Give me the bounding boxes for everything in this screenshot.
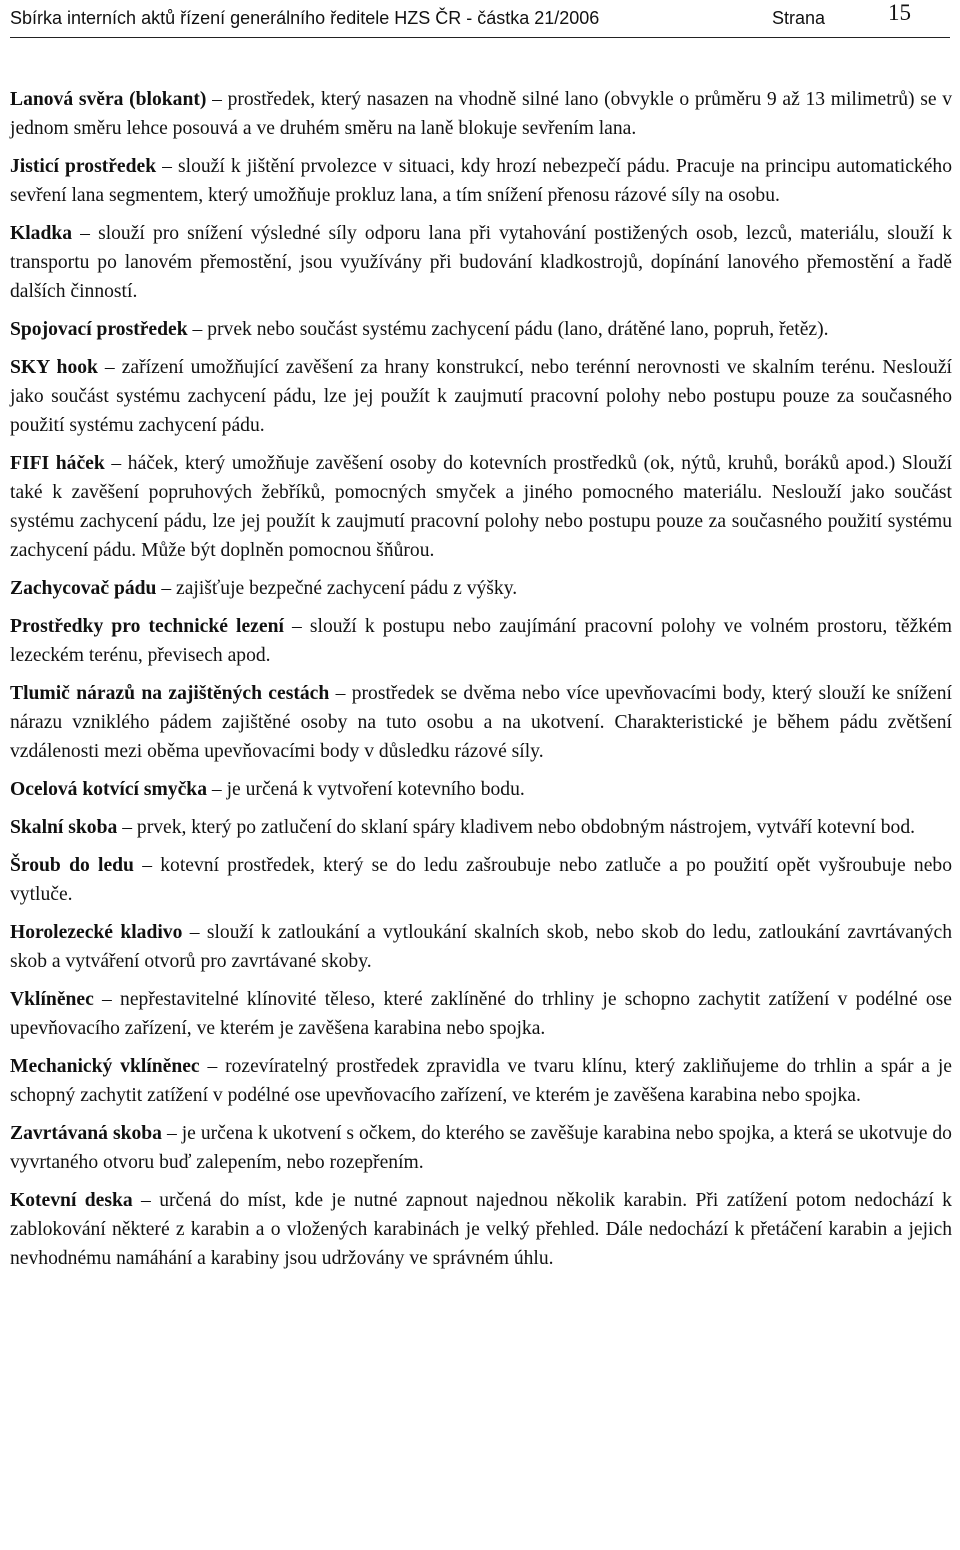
glossary-entry <box>10 353 952 440</box>
entry-term: Prostředky pro technické lezení <box>10 616 284 637</box>
header-page-label: Strana <box>772 8 826 28</box>
entry-definition: – určená do míst, kde je nutné zapnout najednou několik karabin. Při zatížení potom nedochází k zablokování některé z karabin a o vložených karabinách je velký přehled. Dále nedochází k přetáčení karabin a jejich nevhodnému namáhání a karabiny jsou udržovány ve správném úhlu. <box>10 1190 952 1269</box>
entry-term: Kotevní deska <box>10 1190 133 1211</box>
entry-term: Kladka <box>10 223 73 244</box>
glossary-entry <box>10 85 952 143</box>
entry-term: Horolezecké kladivo <box>10 922 183 943</box>
glossary-entry <box>10 152 952 210</box>
glossary-entry <box>10 574 952 603</box>
entry-definition: – slouží k jištění prvolezce v situaci, kdy hrozí nebezpečí pádu. Pracuje na principu automatického sevření lana segmentem, který umožňuje prokluz lana, a tím snížení přenosu rázové síly na osobu. <box>10 156 953 206</box>
glossary-entry <box>10 813 952 842</box>
entry-term: Šroub do ledu <box>10 855 134 876</box>
entry-definition: – slouží pro snížení výsledné síly odporu lana při vytahování postižených osob, lezců, materiálu, slouží k transportu po lanovém přemostění, jsou využívány při budování kladkostrojů, dopínání lanového přemostění a řadě dalších činností. <box>10 223 952 302</box>
entry-definition: – slouží k zatloukání a vytloukání skalních skob, nebo skob do ledu, zatloukání zavrtávaných skob a vytváření otvorů pro zavrtávané skoby. <box>10 922 952 972</box>
entry-term: Mechanický vklíněnec <box>10 1056 200 1077</box>
glossary-entry <box>10 1186 952 1273</box>
entry-definition: – prostředek, který nasazen na vhodně silné lano (obvykle o průměru 9 až 13 milimetrů) se v jednom směru lehce posouvá a ve druhém směru na laně blokuje sevřením lana. <box>10 89 952 139</box>
entry-term: Jisticí prostředek <box>10 156 157 177</box>
glossary-entry <box>10 679 952 766</box>
entry-term: Spojovací prostředek <box>10 319 188 340</box>
entry-definition: – háček, který umožňuje zavěšení osoby do kotevních prostředků (ok, nýtů, kruhů, boráků apod.) Slouží také k zavěšení popruhových žebříků, pomocných smyček a jiného pomocného materiálu. Neslouží jako součást systému zachycení pádu, lze jej použít k zaujmutí pracovní polohy nebo postupu pouze za současného použití systému zachycení pádu. Může být doplněn pomocnou šňůrou. <box>10 453 952 561</box>
entry-definition: – zařízení umožňující zavěšení za hrany konstrukcí, nebo terénní nerovnosti ve skalním terénu. Neslouží jako součást systému zachycení pádu, lze jej použít k zaujmutí pracovní polohy nebo postupu pouze za současného použití systému zachycení pádu. <box>10 357 952 436</box>
glossary-entry <box>10 449 952 565</box>
glossary-entry <box>10 775 952 804</box>
glossary-entry <box>10 985 952 1043</box>
glossary-content <box>10 85 952 1282</box>
page-header <box>10 0 950 40</box>
entry-definition: – je určena k ukotvení s očkem, do kterého se zavěšuje karabina nebo spojka, a která se ukotvuje do vyvrtaného otvoru buď zalepením, nebo rozepřením. <box>10 1123 952 1173</box>
glossary-entry <box>10 918 952 976</box>
entry-term: Skalní skoba <box>10 817 118 838</box>
entry-definition: – prvek, který po zatlučení do sklaní spáry kladivem nebo obdobným nástrojem, vytváří kotevní bod. <box>117 817 916 838</box>
entry-term: SKY hook <box>10 357 98 378</box>
header-divider <box>10 37 950 38</box>
page-number: 15 <box>888 0 911 25</box>
glossary-entry <box>10 612 952 670</box>
entry-term: Vklíněnec <box>10 989 94 1010</box>
entry-definition: – je určená k vytvoření kotevního bodu. <box>207 779 525 800</box>
entry-term: Lanová svěra (blokant) <box>10 89 207 110</box>
entry-definition: – nepřestavitelné klínovité těleso, které zaklíněné do trhliny je schopno zachytit zatížení v podélné ose upevňovacího zařízení, ve kterém je zavěšena karabina nebo spojka. <box>10 989 952 1039</box>
entry-term: Tlumič nárazů na zajištěných cestách <box>10 683 330 704</box>
entry-definition: – rozevíratelný prostředek zpravidla ve tvaru klínu, který zakliňujeme do trhlin a spár a je schopný zachytit zatížení v podélné ose upevňovacího zařízení, ve kterém je zavěšena karabina nebo spojka. <box>10 1056 952 1106</box>
header-title: Sbírka interních aktů řízení generálního ředitele HZS ČR - částka 21/2006 <box>10 8 600 28</box>
glossary-entry <box>10 219 952 306</box>
entry-term: Ocelová kotvící smyčka <box>10 779 207 800</box>
entry-definition: – prvek nebo součást systému zachycení pádu (lano, drátěné lano, popruh, řetěz). <box>187 319 829 340</box>
glossary-entry <box>10 1119 952 1177</box>
entry-term: FIFI háček <box>10 453 105 474</box>
glossary-entry <box>10 315 952 344</box>
glossary-entry <box>10 1052 952 1110</box>
entry-definition: – zajišťuje bezpečné zachycení pádu z výšky. <box>156 578 518 599</box>
entry-term: Zachycovač pádu <box>10 578 157 599</box>
entry-definition: – slouží k postupu nebo zaujímání pracovní polohy ve volném prostoru, těžkém lezeckém terénu, převisech apod. <box>10 616 953 666</box>
entry-definition: – prostředek se dvěma nebo více upevňovacími body, který slouží ke snížení nárazu vzniklého pádem zajištěné osoby na tuto osobu a na ukotvení. Charakteristické je během pádu zvětšení vzdálenosti mezi oběma upevňovacími body v důsledku rázové síly. <box>10 683 952 762</box>
entry-term: Zavrtávaná skoba <box>10 1123 162 1144</box>
entry-definition: – kotevní prostředek, který se do ledu zašroubuje nebo zatluče a po použití opět vyšroubuje nebo vytluče. <box>10 855 952 905</box>
glossary-entry <box>10 851 952 909</box>
